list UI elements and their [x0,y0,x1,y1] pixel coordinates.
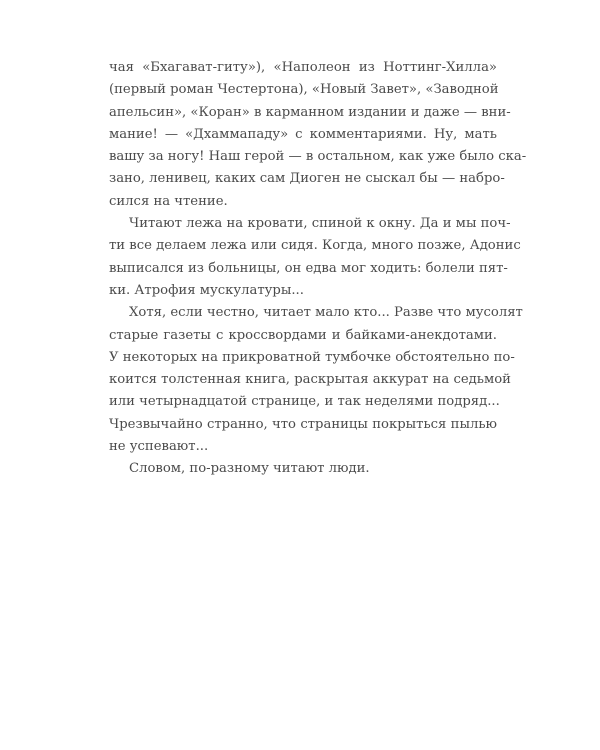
text-line: ки. Атрофия мускулатуры... [109,282,304,298]
text-line: (первый роман Честертона), «Новый Завет», «Заводной [109,82,499,98]
text-line: мание! — «Дхаммападу» с комментариями. Ну, мать [109,126,497,142]
paragraph-first-line: Читают лежа на кровати, спиной к окну. Да и мы поч- [129,216,511,232]
text-line: ти все делаем лежа или сидя. Когда, много позже, Адонис [109,238,521,254]
text-line: У некоторых на прикроватной тумбочке обстоятельно по- [109,349,515,365]
body-text [109,57,527,481]
text-line: Чрезвычайно странно, что страницы покрыться пылью [109,416,497,432]
text-line: чая «Бхагават-гиту»), «Наполеон из Ноттинг-Хилла» [109,60,497,75]
text-line: или четырнадцатой странице, и так неделями подряд... [109,394,500,410]
paragraph-first-line: Хотя, если честно, читает мало кто... Разве что мусолят [129,305,523,321]
paragraph-first-line: Словом, по-разному читают люди. [129,461,370,477]
text-line: сился на чтение. [109,193,228,209]
text-line: не успевают... [109,439,209,455]
text-line: коится толстенная книга, раскрытая аккурат на седьмой [109,372,511,388]
text-line: апельсин», «Коран» в карманном издании и даже — вни- [109,104,511,120]
text-line: вашу за ногу! Наш герой — в остальном, как уже было ска- [109,149,527,165]
text-line: выписался из больницы, он едва мог ходить: болели пят- [109,260,508,276]
text-line: зано, ленивец, каких сам Диоген не сыскал бы — набро- [109,171,505,187]
text-line: старые газеты с кроссвордами и байками-анекдотами. [109,327,497,343]
